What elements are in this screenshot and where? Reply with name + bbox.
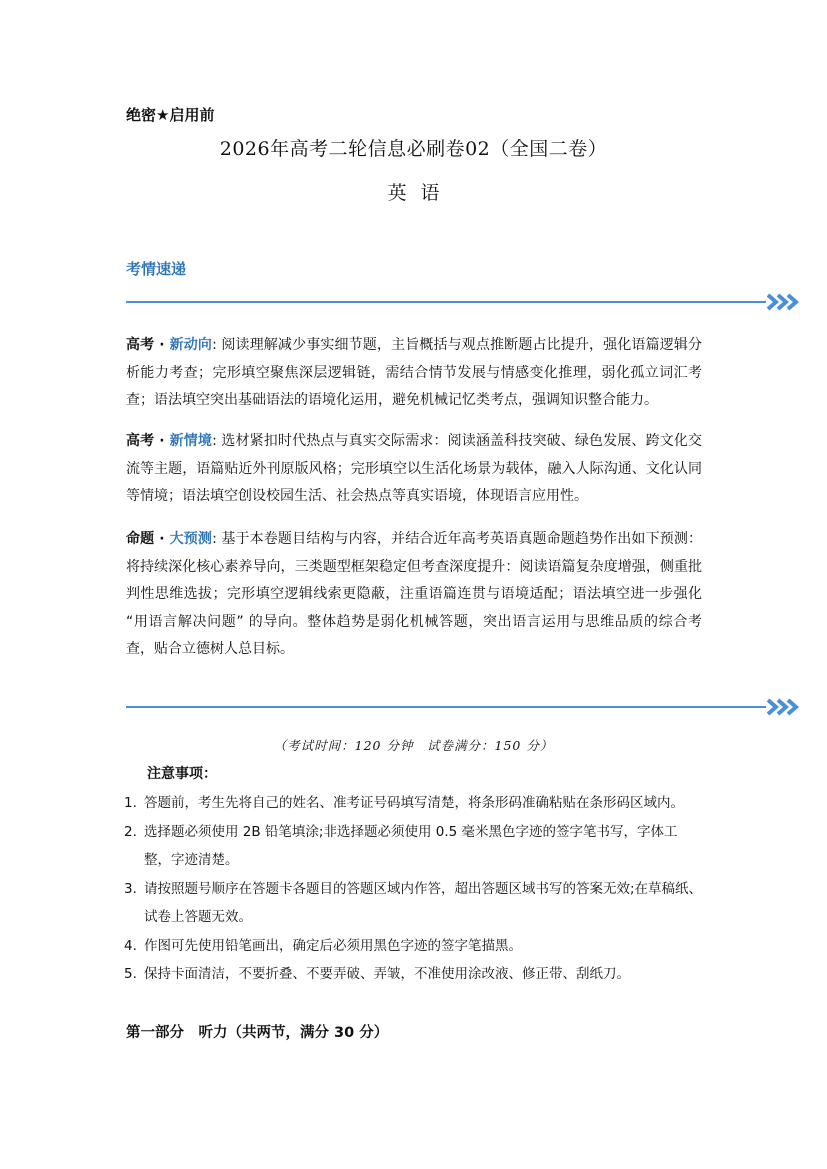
overview-item-highlight: 新情境 [169, 433, 213, 449]
overview-item-new-trend [126, 332, 702, 415]
note-number: 1. [124, 795, 137, 811]
divider-bottom [126, 706, 766, 708]
notes-list [124, 789, 704, 989]
note-item [124, 960, 704, 989]
overview-item-text: : 阅读理解减少事实细节题，主旨概括与观点推断题占比提升，强化语篇逻辑分析能力考查；完形填空聚焦深层逻辑链，需结合情节发展与情感变化推理，弱化孤立词汇考查；语法填空突出基础语法的语境化运用，避免机械记忆类考点，强调知识整合能力。 [126, 337, 702, 408]
overview-item-text: : 基于本卷题目结构与内容，并结合近年高考英语真题命题趋势作出如下预测：将持续深化核心素养导向，三类题型框架稳定但考查深度提升：阅读语篇复杂度增强，侧重批判性思维选拔；完形填空逻辑线索更隐蔽，注重语篇连贯与语境适配；语法填空进一步强化 “用语言解决问题” 的导向。整体趋势是弱化机械答题，突出语言运用与思维品质的综合考查，贴合立德树人总目标。 [126, 531, 702, 657]
page-title: 2026年高考二轮信息必刷卷02（全国二卷） [219, 138, 608, 160]
overview-item-label: 高考 · [126, 433, 170, 449]
note-item [124, 932, 704, 961]
double-chevron-icon [764, 697, 802, 717]
double-chevron-icon [764, 292, 802, 312]
note-item [124, 875, 704, 932]
subject-title: 英语 [387, 182, 454, 204]
note-text: 保持卡面清洁，不要折叠、不要弄破、弄皱，不准使用涂改液、修正带、刮纸刀。 [144, 966, 630, 982]
secret-mark: 绝密★启用前 [126, 106, 215, 124]
note-number: 3. [124, 880, 137, 897]
note-text: 作图可先使用铅笔画出，确定后必须用黑色字迹的签字笔描黑。 [144, 937, 522, 954]
note-item [124, 789, 704, 818]
exam-time-and-score: （考试时间：120 分钟 试卷满分：150 分） [273, 738, 554, 753]
part-one-heading: 第一部分 听力（共两节，满分 30 分） [126, 1025, 389, 1041]
overview-item-new-context [126, 428, 702, 511]
divider-top [126, 301, 766, 303]
overview-item-text: : 选材紧扣时代热点与真实交际需求：阅读涵盖科技突破、绿色发展、跨文化交流等主题，语篇贴近外刊原版风格；完形填空以生活化场景为载体，融入人际沟通、文化认同等情境；语法填空创设校园生活、社会热点等真实语境，体现语言应用性。 [126, 433, 702, 504]
overview-item-label: 命题 · [126, 531, 170, 547]
notes-title: 注意事项： [147, 766, 217, 782]
note-item [124, 818, 704, 875]
note-text: 请按照题号顺序在答题卡各题目的答题区域内作答，超出答题区域书写的答案无效;在草稿纸、试卷上答题无效。 [144, 880, 703, 925]
note-text: 答题前，考生先将自己的姓名、准考证号码填写清楚，将条形码准确粘贴在条形码区域内。 [144, 795, 684, 811]
note-number: 4. [124, 937, 137, 954]
overview-item-prediction [126, 526, 702, 664]
overview-item-highlight: 新动向 [169, 337, 213, 353]
overview-item-label: 高考 · [126, 337, 170, 353]
overview-item-highlight: 大预测 [169, 531, 213, 547]
note-text: 选择题必须使用 2B 铅笔填涂;非选择题必须使用 0.5 毫米黑色字迹的签字笔书写，字体工整，字迹清楚。 [144, 823, 678, 868]
note-number: 5. [124, 966, 137, 982]
note-number: 2. [124, 823, 137, 840]
overview-heading: 考情速递 [126, 260, 187, 278]
